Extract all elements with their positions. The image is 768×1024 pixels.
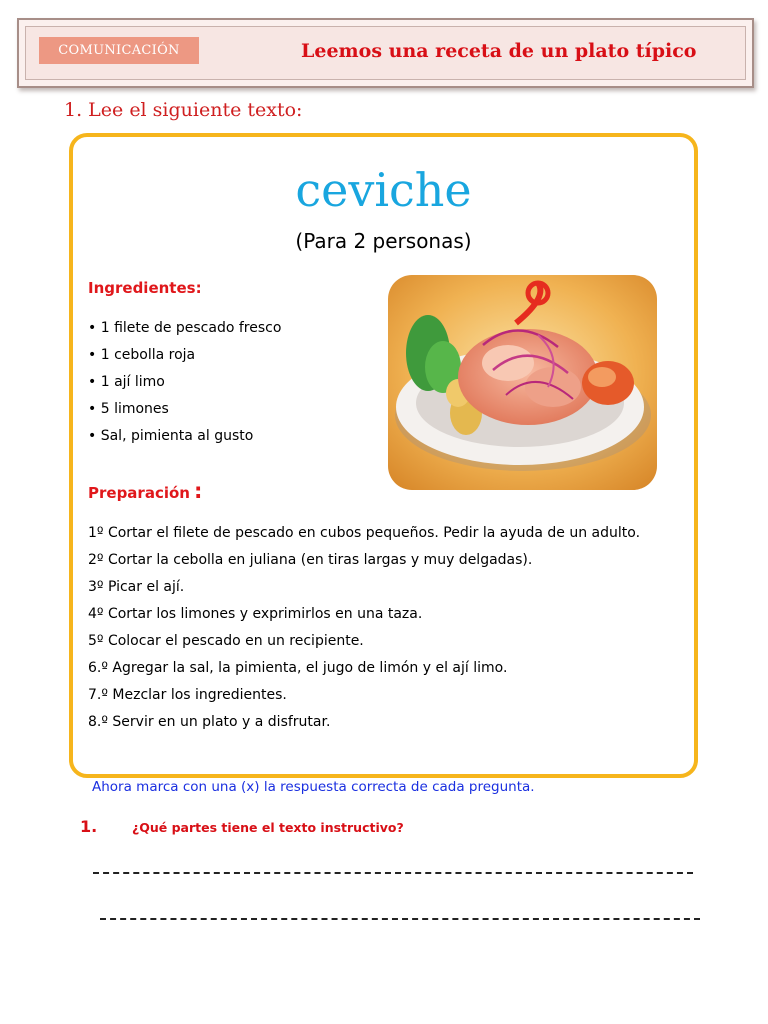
subject-label: COMUNICACIÓN bbox=[39, 37, 199, 64]
ingredient-item: • 5 limones bbox=[88, 401, 169, 417]
ceviche-photo bbox=[388, 275, 657, 490]
question-number: 1. bbox=[80, 817, 98, 836]
recipe-servings: (Para 2 personas) bbox=[295, 229, 472, 253]
recipe-title: ceviche bbox=[295, 163, 472, 217]
preparation-step: 8.º Servir en un plato y a disfrutar. bbox=[88, 714, 331, 730]
preparation-step: 7.º Mezclar los ingredientes. bbox=[88, 687, 287, 703]
preparation-step: 5º Colocar el pescado en un recipiente. bbox=[88, 633, 364, 649]
preparation-step: 2º Cortar la cebolla en juliana (en tiras largas y muy delgadas). bbox=[88, 552, 533, 568]
question-1 bbox=[80, 817, 404, 836]
preparation-step: 3º Picar el ají. bbox=[88, 579, 185, 595]
recipe-card bbox=[69, 133, 698, 778]
preparation-heading: Preparación : bbox=[88, 479, 203, 503]
preparation-steps bbox=[88, 520, 688, 736]
ingredients-heading: Ingredientes: bbox=[88, 279, 202, 297]
ingredients-list bbox=[88, 315, 281, 450]
answer-line[interactable] bbox=[100, 918, 700, 920]
instruction-text: 1. Lee el siguiente texto: bbox=[64, 99, 303, 121]
ingredient-item: • Sal, pimienta al gusto bbox=[88, 428, 254, 444]
questions-prompt: Ahora marca con una (x) la respuesta correcta de cada pregunta. bbox=[92, 779, 535, 795]
answer-line[interactable] bbox=[93, 872, 693, 874]
page-title: Leemos una receta de un plato típico bbox=[301, 40, 697, 62]
preparation-step: 6.º Agregar la sal, la pimienta, el jugo de limón y el ají limo. bbox=[88, 660, 508, 676]
preparation-step: 4º Cortar los limones y exprimirlos en una taza. bbox=[88, 606, 423, 622]
preparation-heading-text: Preparación bbox=[88, 484, 190, 502]
preparation-step: 1º Cortar el filete de pescado en cubos pequeños. Pedir la ayuda de un adulto. bbox=[88, 525, 641, 541]
header-banner bbox=[17, 18, 754, 88]
ingredient-item: • 1 filete de pescado fresco bbox=[88, 320, 282, 336]
ingredients-heading-text: Ingredientes bbox=[88, 279, 196, 297]
ingredient-item: • 1 ají limo bbox=[88, 374, 165, 390]
ingredient-item: • 1 cebolla roja bbox=[88, 347, 196, 363]
question-text: ¿Qué partes tiene el texto instructivo? bbox=[132, 820, 404, 835]
